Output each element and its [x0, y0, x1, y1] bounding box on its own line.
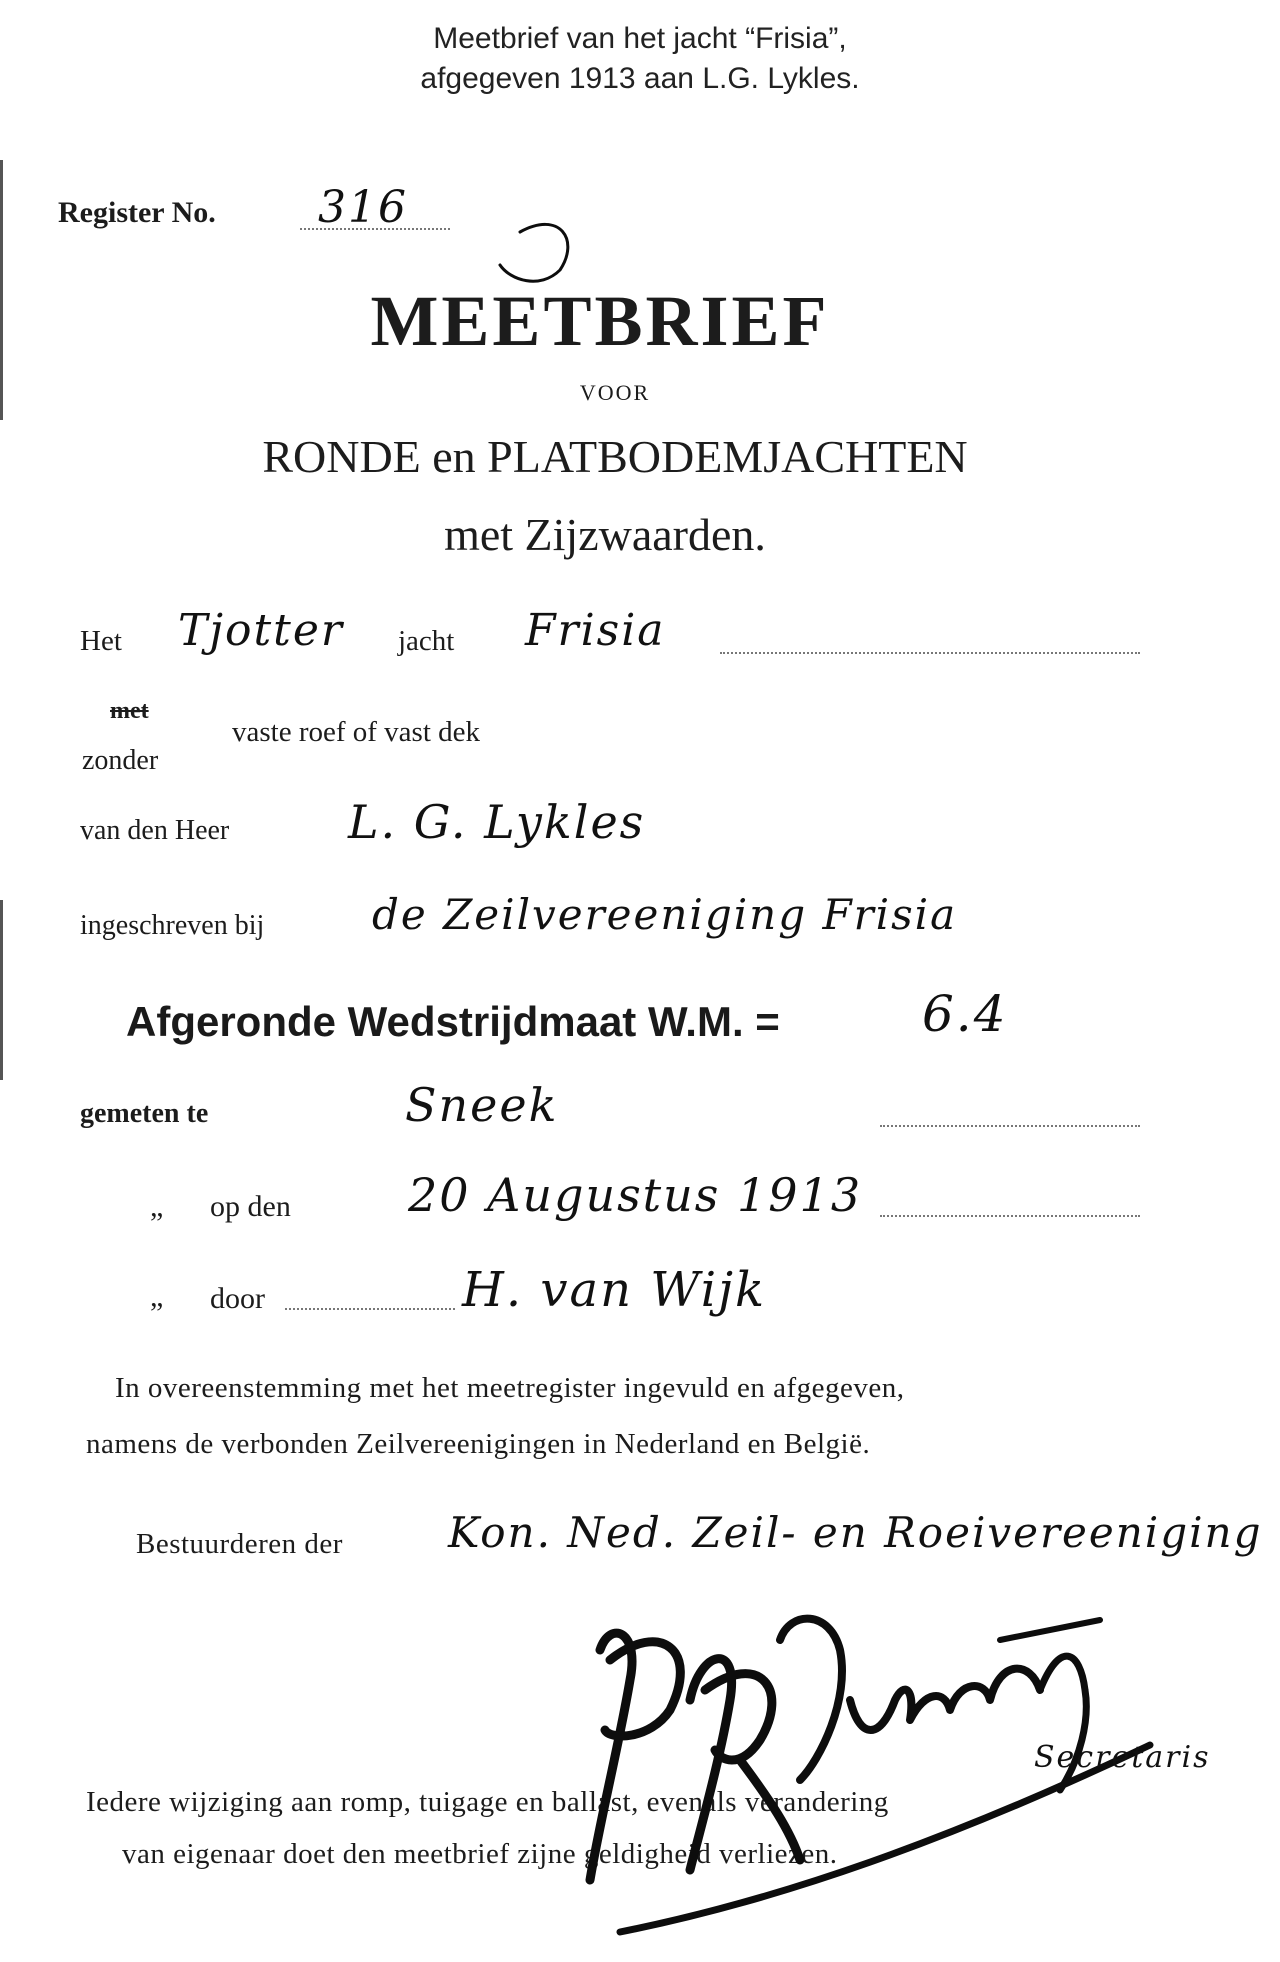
het-value: Tjotter [178, 605, 344, 656]
jacht-label: jacht [398, 625, 455, 657]
met-struck: met [110, 698, 149, 724]
zonder-label: zonder [82, 745, 159, 776]
caption-line-1: Meetbrief van het jacht “Frisia”, [433, 22, 847, 55]
footer-line-2: van eigenaar doet den meetbrief zijne geldigheid verliezen. [122, 1838, 838, 1870]
ditto-mark: „ [150, 1190, 164, 1223]
ditto-mark: „ [150, 1280, 164, 1313]
heer-value: L. G. Lykles [348, 795, 646, 849]
board-value: Kon. Ned. Zeil- en Roeivereeniging [448, 1508, 1263, 1557]
board-label: Bestuurderen der [136, 1528, 343, 1560]
register-label: Register No. [58, 196, 216, 229]
wedstrijdmaat-label: Afgeronde Wedstrijdmaat W.M. = [126, 998, 780, 1045]
gemeten-label: gemeten te [80, 1098, 209, 1129]
title-line-1: RONDE en PLATBODEMJACHTEN [262, 431, 968, 482]
signature-role: Secretaris [1034, 1740, 1211, 1775]
ingeschreven-value: de Zeilvereeniging Frisia [372, 890, 958, 939]
het-label: Het [80, 625, 122, 657]
gemeten-value: Sneek [405, 1078, 559, 1132]
statement-line-1: In overeenstemming met het meetregister ingevuld en afgegeven, [115, 1372, 905, 1404]
wedstrijdmaat-value: 6.4 [922, 985, 1008, 1043]
footer-line-1: Iedere wijziging aan romp, tuigage en ballast, evenals verandering [86, 1786, 889, 1818]
title-voor: VOOR [579, 380, 651, 405]
caption-line-2: afgegeven 1913 aan L.G. Lykles. [420, 62, 860, 95]
opden-value: 20 Augustus 1913 [408, 1168, 863, 1222]
heer-label: van den Heer [80, 815, 230, 846]
door-value: H. van Wijk [462, 1262, 767, 1318]
statement-line-2: namens de verbonden Zeilvereenigingen in Nederland en België. [86, 1428, 871, 1460]
document-title: MEETBRIEF [370, 281, 830, 361]
roef-label: vaste roef of vast dek [232, 716, 481, 748]
jacht-value: Frisia [525, 605, 666, 656]
opden-label: op den [210, 1190, 291, 1223]
door-label: door [210, 1282, 265, 1315]
title-line-2: met Zijzwaarden. [444, 509, 766, 560]
ingeschreven-label: ingeschreven bij [80, 910, 265, 941]
register-number: 316 [318, 182, 408, 233]
